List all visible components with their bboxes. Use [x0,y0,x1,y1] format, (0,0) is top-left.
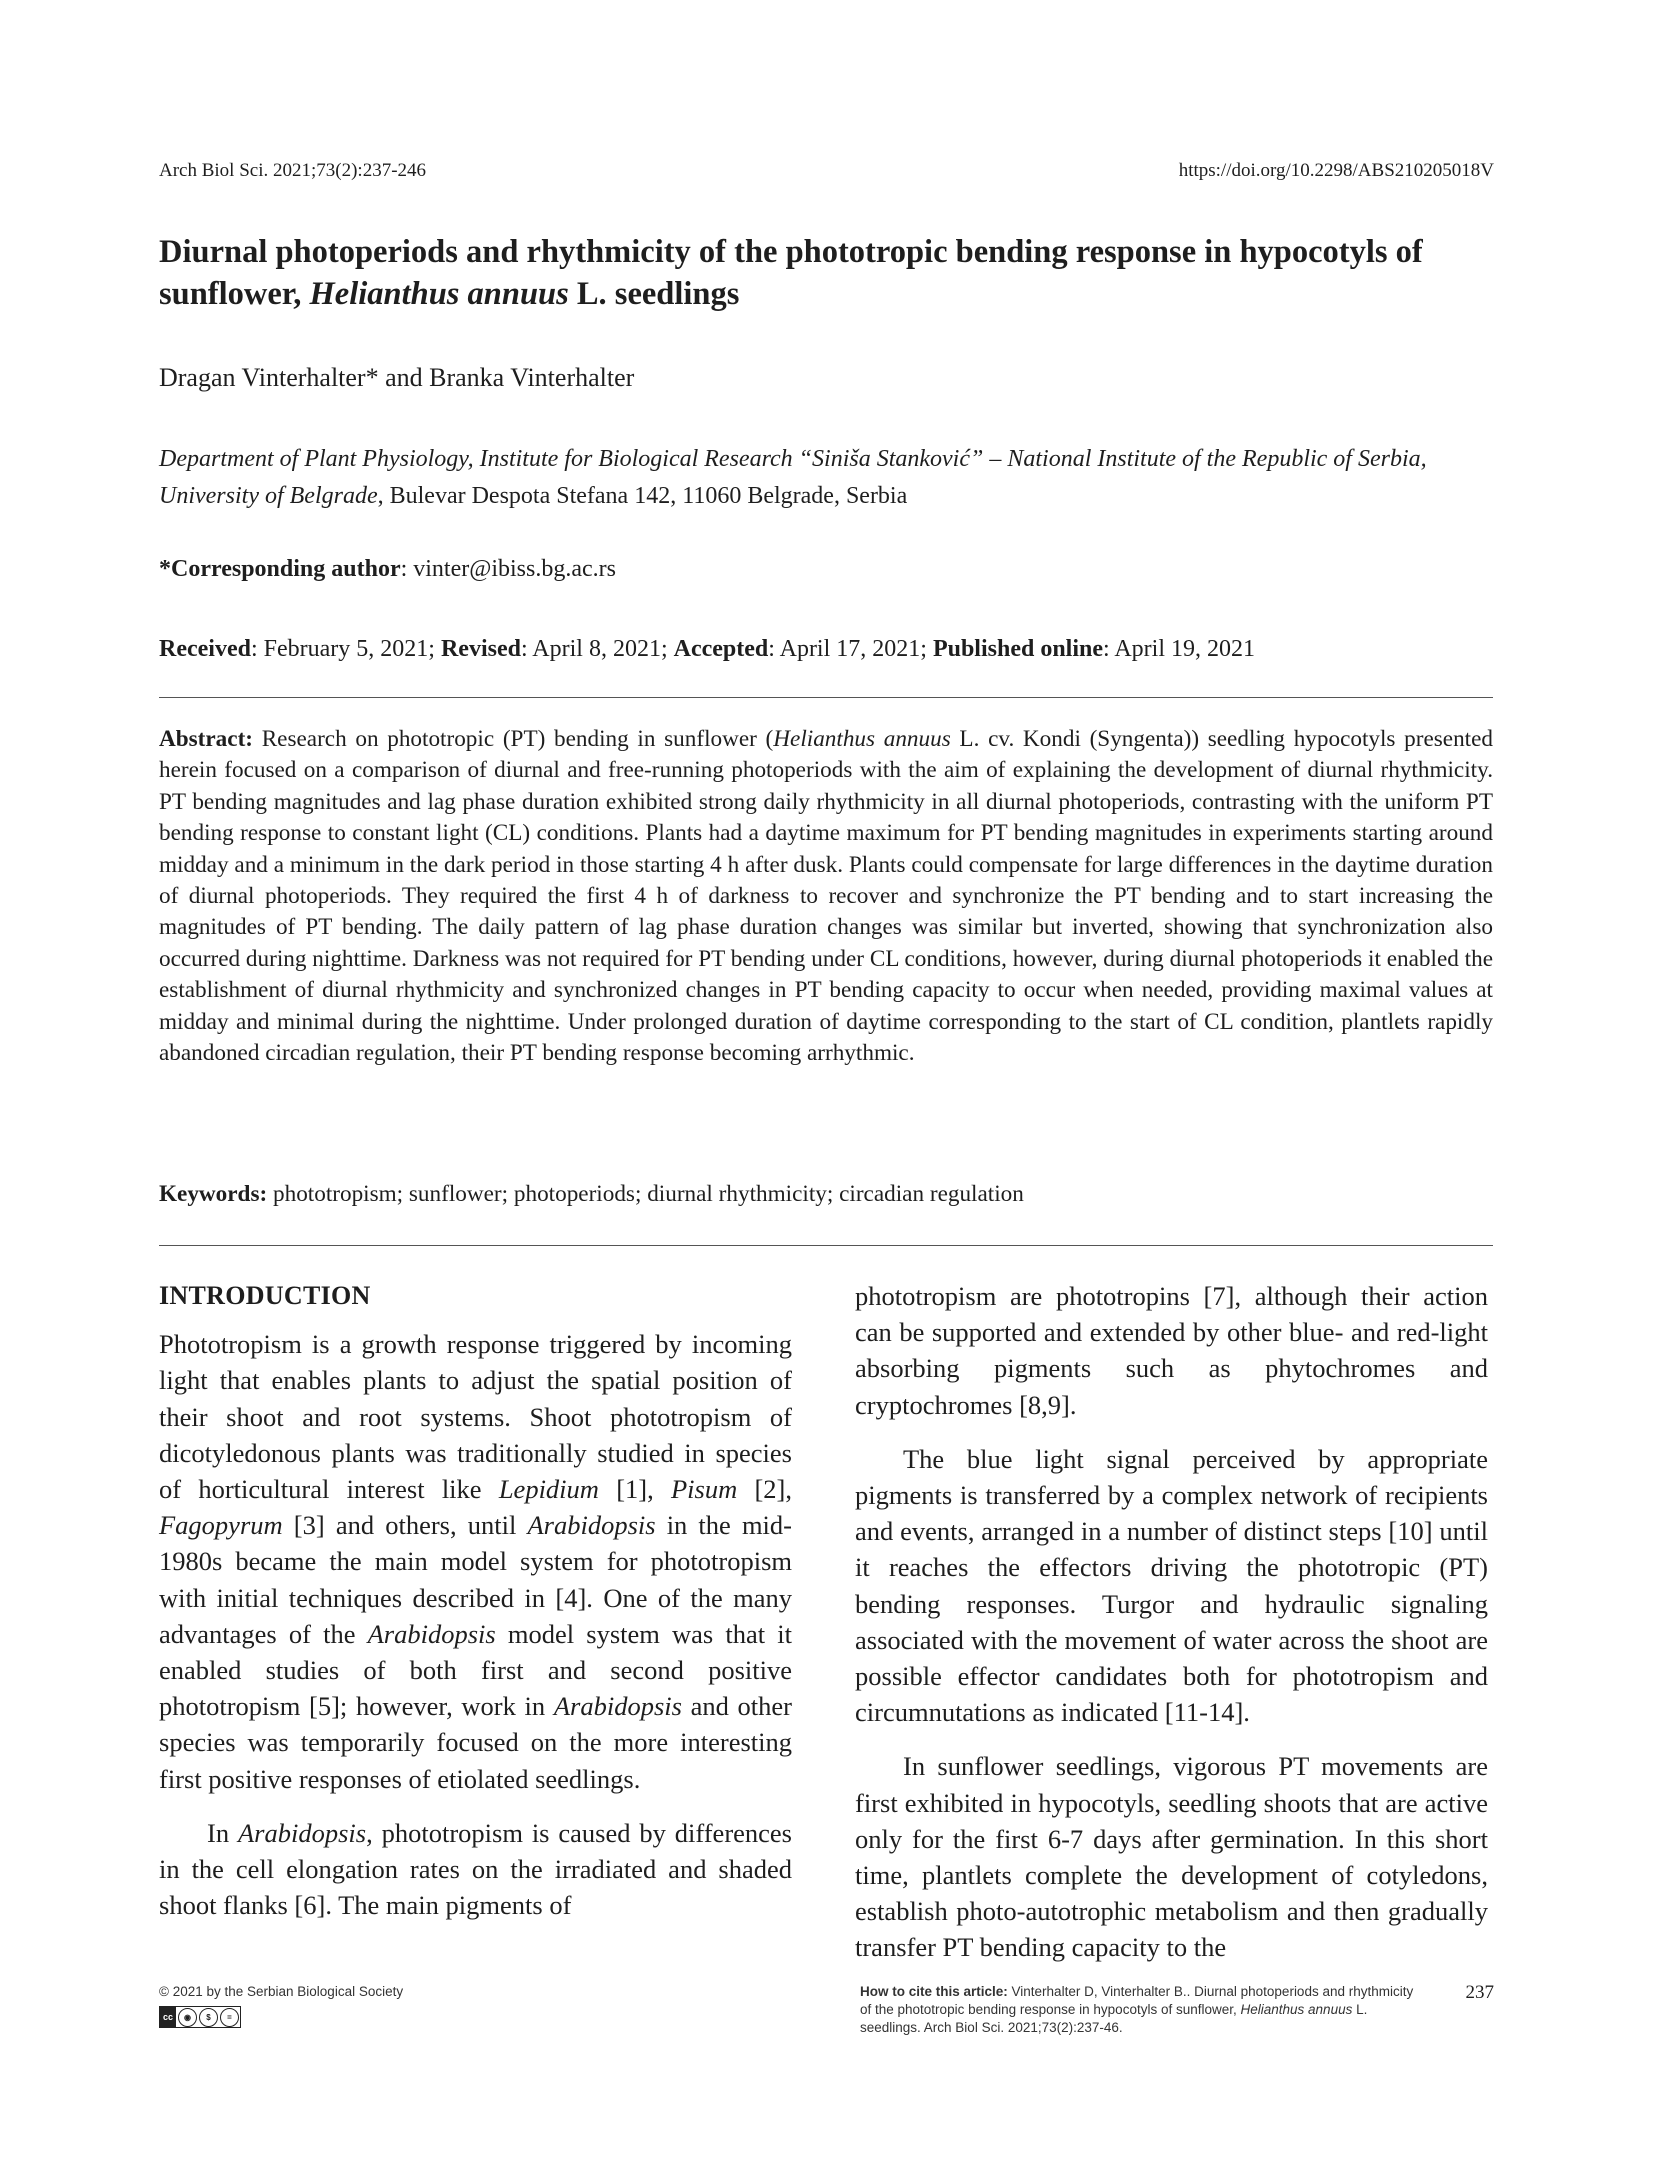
page-number: 237 [1465,1982,1494,2003]
p1-genus-pisum: Pisum [670,1474,738,1505]
p1-text-d: [3] and others, until [282,1510,528,1541]
cite-text: Vinterhalter D, Vinterhalter B.. Diurnal photoperiods and rhythmicity of the phototropic bending response in hypocotyls of sunflower, [860,1984,1414,2017]
corresponding-email[interactable]: : vinter@ibiss.bg.ac.rs [400,556,616,582]
title-part-2: L. seedlings [568,276,740,312]
p1-genus-fagopyrum: Fagopyrum [159,1510,283,1541]
affiliation [159,441,1499,515]
cite-species: Helianthus annuus [1240,2002,1353,2017]
abstract-text-1: Research on phototropic (PT) bending in sunflower ( [253,726,774,752]
p1-genus-lepidium: Lepidium [498,1474,599,1505]
nc-icon: $ [199,2008,218,2027]
intro-paragraph-1 [159,1326,792,1797]
intro-paragraph-3: phototropism are phototropins [7], although their action can be supported and extended by other blue- and red-light absorbing pigments such as phytochromes and cryptochromes [8,9]. [855,1281,1488,1420]
copyright-notice: © 2021 by the Serbian Biological Society [159,1984,404,1999]
right-column [855,1278,1488,1966]
abstract-text-2: L. cv. Kondi (Syngenta)) seedling hypocotyls presented herein focused on a comparison of diurnal and free-running photoperiods with the aim of explaining the development of diurnal rhythmicity. PT bending magnitudes and lag phase duration exhibited strong daily rhythmicity in all diurnal photoperiods, contrasting with the uniform PT bending response to constant light (CL) conditions. Plants had a daytime maximum for PT bending magnitudes in experiments starting around midday and a minimum in the dark period in those starting 4 h after dusk. Plants could compensate for large differences in the daytime duration of diurnal photoperiods. They required the first 4 h of darkness to recover and synchronize the PT bending and to start increasing the magnitudes of PT bending. The daily pattern of lag phase duration changes was similar but inverted, showing that synchronization also occurred during nighttime. Darkness was not required for PT bending under CL conditions, however, during diurnal photoperiods it enabled the establishment of diurnal rhythmicity and synchronized changes in PT bending capacity to occur when needed, providing maximal values at midday and minimal during the nighttime. Under prolonged duration of daytime corresponding to the start of CL condition, plantlets rapidly abandoned circadian regulation, their PT bending response becoming arrhythmic. [159,726,1493,1067]
cc-logo-icon: cc [160,2007,176,2027]
corresponding-author [159,556,616,583]
article-dates [159,636,1255,663]
affiliation-institution: Department of Plant Physiology, Institute for Biological Research “Siniša Stanković” – National Institute of the Republic of Serbia, University of Belgrade [159,446,1427,509]
abstract [159,724,1493,1069]
license-badge[interactable] [159,2006,241,2028]
nd-icon: = [220,2008,239,2027]
abstract-species: Helianthus annuus [773,726,951,752]
intro-paragraph-2 [159,1815,792,1924]
authors: Dragan Vinterhalter* and Branka Vinterhalter [159,363,635,392]
left-column [159,1278,792,1923]
how-to-cite [860,1983,1420,2037]
revised-date: : April 8, 2021; [520,636,674,662]
keywords [159,1181,1024,1208]
p1-text-e: in the mid-1980s became the main model system for phototropism with initial techniques described in [4]. One of the many advantages of the [159,1510,792,1649]
title-species: Helianthus annuus [309,276,569,312]
published-date: : April 19, 2021 [1103,636,1256,662]
intro-paragraph-5: In sunflower seedlings, vigorous PT movements are first exhibited in hypocotyls, seedling shoots that are active only for the first 6-7 days after germination. In this short time, plantlets complete the development of cotyledons, establish photo-autotrophic metabolism and then gradually transfer PT bending capacity to the [855,1751,1488,1963]
p1-genus-arabidopsis-1: Arabidopsis [527,1510,656,1541]
received-label: Received [159,636,251,662]
p1-text-b: [1], [598,1474,671,1505]
p1-genus-arabidopsis-3: Arabidopsis [553,1691,682,1722]
intro-paragraph-4: The blue light signal perceived by appropriate pigments is transferred by a complex network of recipients and events, arranged in a number of distinct steps [10] until it reaches the effectors driving the phototropic (PT) bending responses. Turgor and hydraulic signaling associated with the movement of water across the shoot are possible effector candidates both for phototropism and circumnutations as indicated [11-14]. [855,1443,1488,1728]
p2-genus-arabidopsis: Arabidopsis [237,1817,367,1848]
abstract-label: Abstract: [159,726,254,752]
divider-bottom [159,1245,1493,1246]
corresponding-label: *Corresponding author [159,556,401,582]
p1-text-c: [2], [737,1474,792,1505]
doi-link[interactable]: https://doi.org/10.2298/ABS210205018V [1178,160,1494,181]
revised-label: Revised [440,636,521,662]
accepted-date: : April 17, 2021; [768,636,933,662]
divider-top [159,697,1493,698]
p1-genus-arabidopsis-2: Arabidopsis [367,1618,496,1649]
cite-tail: L. seedlings. Arch Biol Sci. 2021;73(2):237-46. [860,2002,1368,2035]
keywords-text: phototropism; sunflower; photoperiods; diurnal rhythmicity; circadian regulation [267,1181,1024,1207]
section-heading-introduction: INTRODUCTION [159,1281,371,1310]
by-icon: ◉ [178,2008,197,2027]
article-title [159,231,1499,315]
cite-label: How to cite this article: [860,1984,1008,1999]
p1-text-g: and other species was temporarily focused on the more interesting first positive responses of etiolated seedlings. [159,1691,792,1794]
p1-text-a: Phototropism is a growth response triggered by incoming light that enables plants to adjust the spatial position of their shoot and root systems. Shoot phototropism of dicotyledonous plants was traditionally studied in species of horticultural interest like [159,1329,792,1505]
keywords-label: Keywords: [159,1181,268,1207]
title-part-1: Diurnal photoperiods and rhythmicity of the phototropic bending response in hypocotyls of sunflower, [159,234,1423,312]
received-date: : February 5, 2021; [250,636,441,662]
accepted-label: Accepted [673,636,769,662]
p2-text-b: , phototropism is caused by differences in the cell elongation rates on the irradiated and shaded shoot flanks [6]. The main pigments of [159,1817,792,1921]
affiliation-address: , Bulevar Despota Stefana 142, 11060 Belgrade, Serbia [377,483,908,509]
p1-text-f: model system was that it enabled studies of both first and second positive phototropism [5]; however, work in [159,1618,792,1722]
published-label: Published online [932,636,1103,662]
journal-reference: Arch Biol Sci. 2021;73(2):237-246 [159,160,427,181]
p2-text-a: In [207,1817,238,1848]
